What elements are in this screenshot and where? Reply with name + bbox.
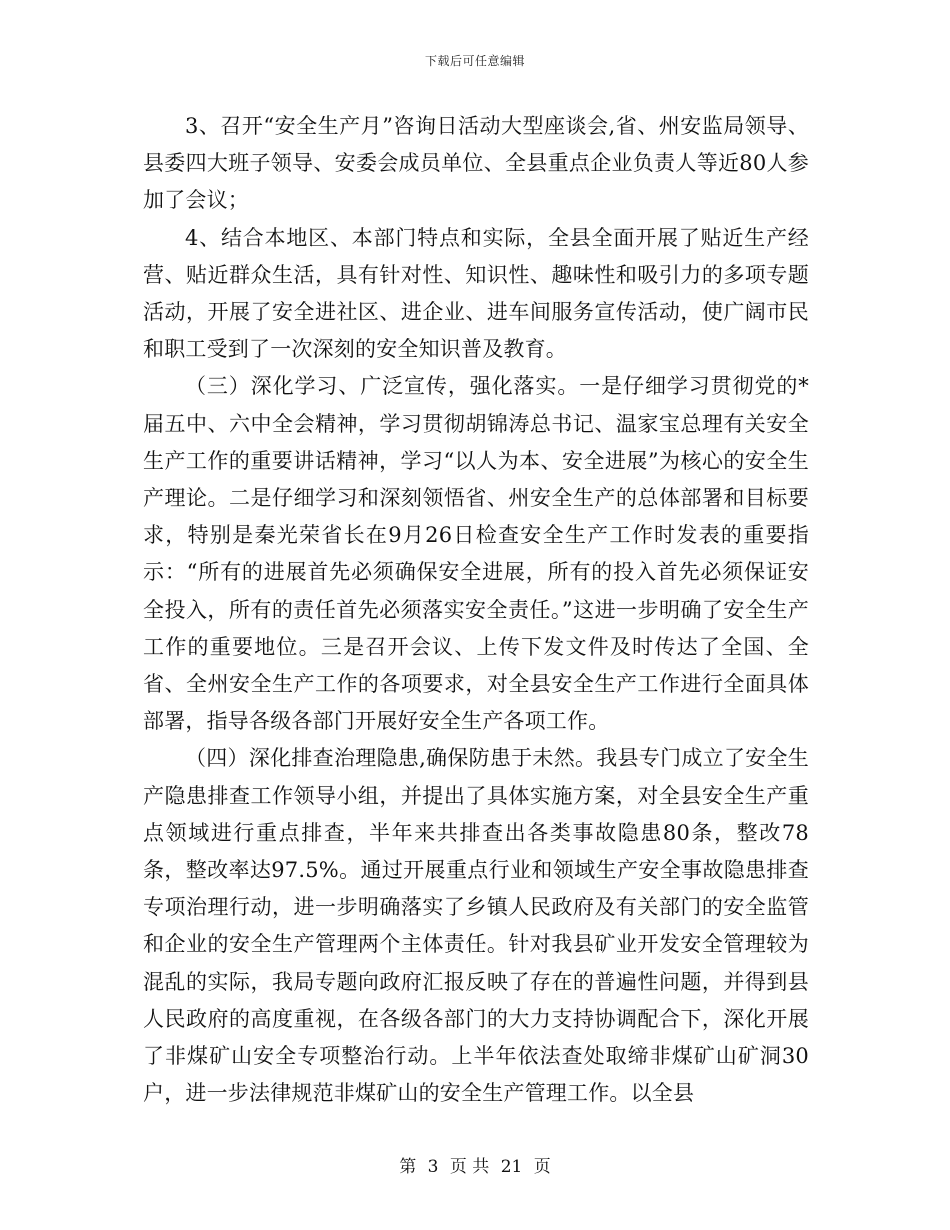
paragraph: 3、召开“安全生产月”咨询日活动大型座谈会,省、州安监局领导、县委四大班子领导、安委会成员单位、全县重点企业负责人等近80人参加了会议； (143, 114, 809, 213)
footer-prefix: 第 (399, 1157, 417, 1177)
page-header: 下载后可任意编辑 (424, 54, 525, 68)
footer-middle: 页 共 (449, 1157, 490, 1177)
paragraph: 4、结合本地区、本部门特点和实际，全县全面开展了贴近生产经营、贴近群众生活，具有针对性、知识性、趣味性和吸引力的多项专题活动，开展了安全进社区、进企业、进车间服务宣传活动，使广阔市民和职工受到了一次深刻的安全知识普及教育。 (143, 225, 809, 362)
paragraph: （三）深化学习、广泛宣传，强化落实。一是仔细学习贯彻党的*届五中、六中全会精神，学习贯彻胡锦涛总书记、温家宝总理有关安全生产工作的重要讲话精神，学习“以人为本、安全进展”为核心的安全生产理论。二是仔细学习和深刻领悟省、州安全生产的总体部署和目标要求，特别是秦光荣省长在9月26日检查安全生产工作时发表的重要指示：“所有的进展首先必须确保安全进展，所有的投入首先必须保证安全投入，所有的责任首先必须落实安全责任。”这进一步明确了安全生产工作的重要地位。三是召开会议、上传下发文件及时传达了全国、全省、全州安全生产工作的各项要求，对全县安全生产工作进行全面具体部署，指导各级各部门开展好安全生产各项工作。 (143, 374, 809, 734)
current-page-number: 3 (427, 1157, 439, 1177)
document-body (143, 108, 809, 1112)
footer-suffix: 页 (533, 1157, 551, 1177)
total-page-count: 21 (500, 1157, 523, 1177)
paragraph: （四）深化排查治理隐患,确保防患于未然。我县专门成立了安全生产隐患排查工作领导小组，并提出了具体实施方案，对全县安全生产重点领域进行重点排查，半年来共排查出各类事故隐患80条，整改78条，整改率达97.5%。通过开展重点行业和领域生产安全事故隐患排查专项治理行动，进一步明确落实了乡镇人民政府及有关部门的安全监管和企业的安全生产管理两个主体责任。针对我县矿业开发安全管理较为混乱的实际，我局专题向政府汇报反映了存在的普遍性问题，并得到县人民政府的高度重视，在各级各部门的大力支持协调配合下，深化开展了非煤矿山安全专项整治行动。上半年依法查处取缔非煤矿山矿洞30户，进一步法律规范非煤矿山的安全生产管理工作。以全县 (143, 746, 809, 1106)
page-footer (0, 1152, 950, 1177)
